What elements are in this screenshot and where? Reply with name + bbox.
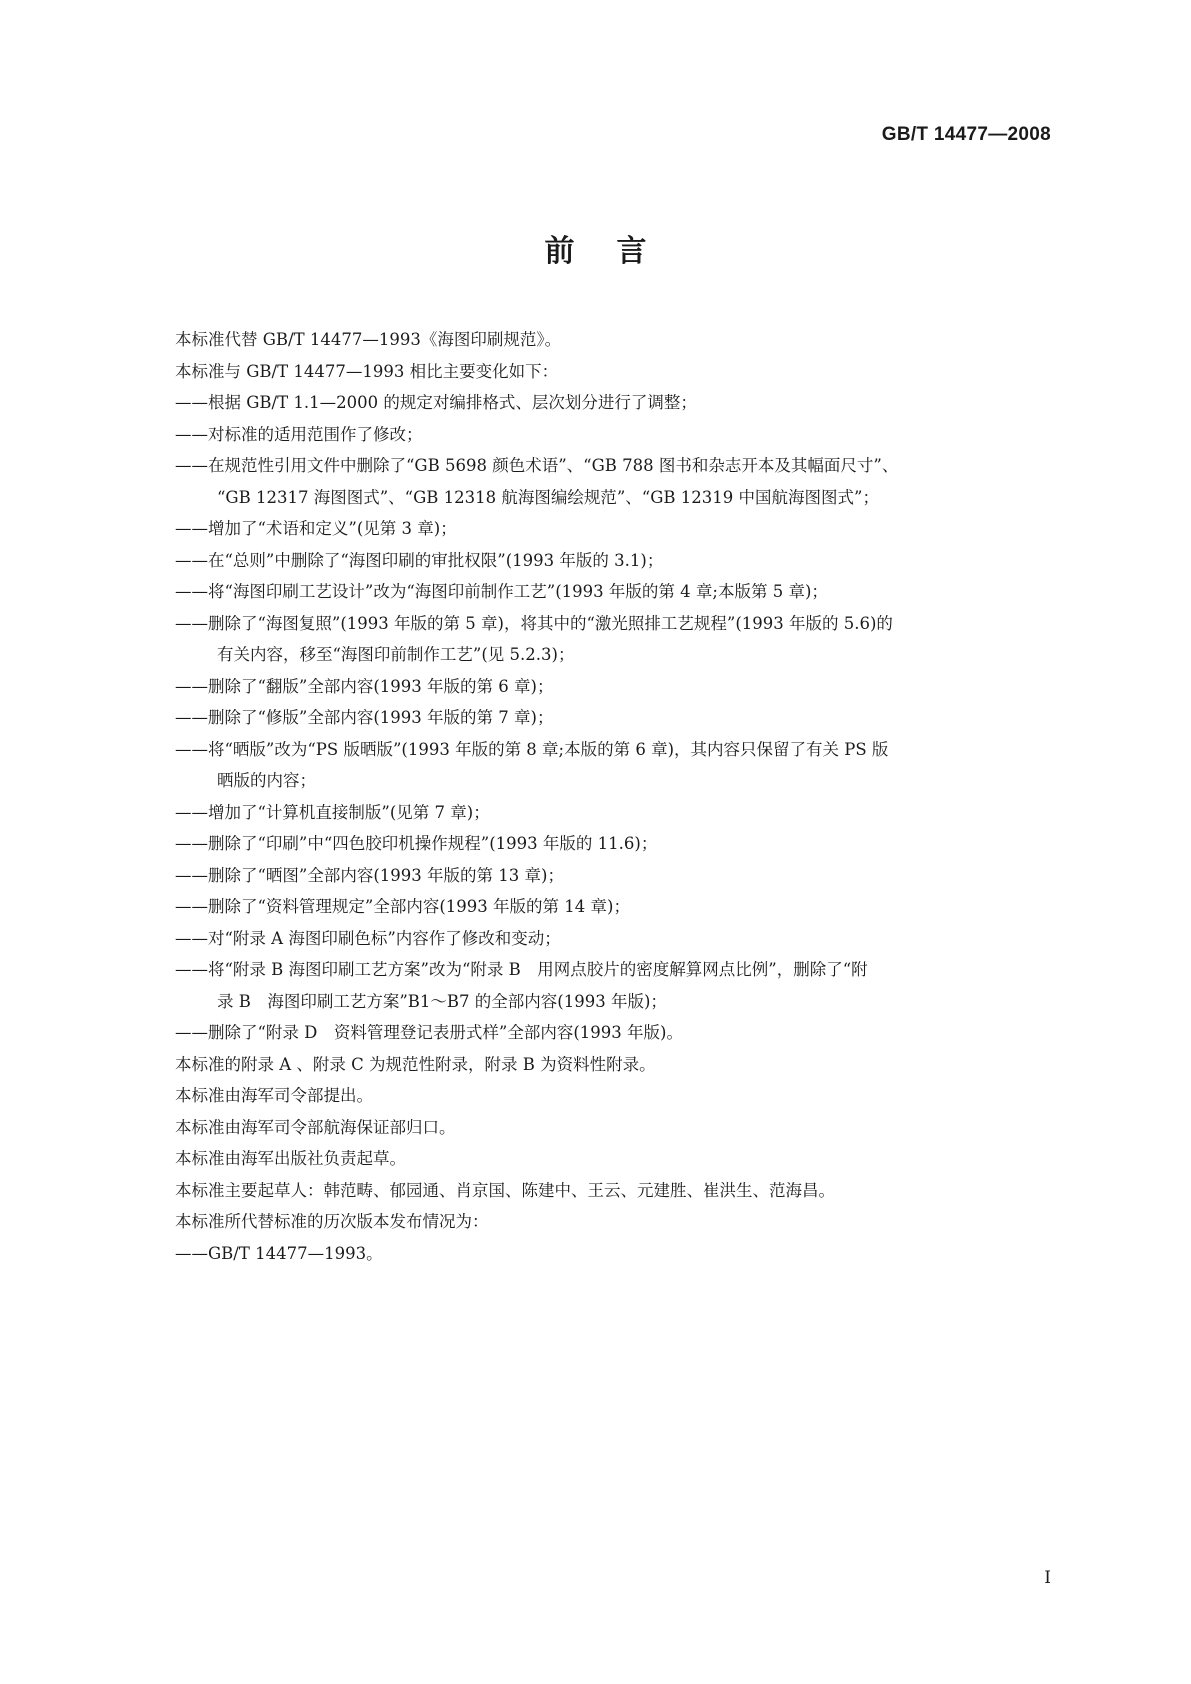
continuation-line: 有关内容，移至“海图印前制作工艺”(见 5.2.3)； (217, 645, 575, 664)
continuation-line: “GB 12317 海图图式”、“GB 12318 航海图编绘规范”、“GB 12319 中国航海图图式”； (217, 487, 879, 507)
text-line: 本标准由海军司令部航海保证部归口。 (175, 1117, 456, 1137)
text-line: ——删除了“印刷”中“四色胶印机操作规程”(1993 年版的 11.6)； (175, 834, 658, 853)
page-title: 前言 (544, 234, 689, 269)
text-line: 本标准代替 GB/T 14477—1993《海图印刷规范》。 (175, 330, 562, 349)
text-line: ——对“附录 A 海图印刷色标”内容作了修改和变动； (175, 928, 561, 948)
text-line: 本标准由海军出版社负责起草。 (175, 1149, 406, 1168)
text-line: ——删除了“翻版”全部内容(1993 年版的第 6 章)； (175, 676, 554, 696)
text-line: ——增加了“术语和定义”(见第 3 章)； (175, 519, 457, 538)
text-line: 本标准所代替标准的历次版本发布情况为： (175, 1212, 489, 1231)
text-line: ——根据 GB/T 1.1—2000 的规定对编排格式、层次划分进行了调整； (175, 393, 697, 412)
text-line: 本标准主要起草人：韩范畴、郁园通、肖京国、陈建中、王云、元建胜、崔洪生、范海昌。 (175, 1180, 835, 1200)
continuation-line: 录 B 海图印刷工艺方案”B1～B7 的全部内容(1993 年版)； (217, 991, 667, 1011)
text-line: ——将“海图印刷工艺设计”改为“海图印前制作工艺”(1993 年版的第 4 章;本版第 5 章)； (175, 582, 828, 601)
text-line: 本标准的附录 A 、附录 C 为规范性附录，附录 B 为资料性附录。 (175, 1054, 656, 1074)
text-line: ——在规范性引用文件中删除了“GB 5698 颜色术语”、“GB 788 图书和杂志开本及其幅面尺寸”、 (175, 456, 899, 475)
text-line: ——增加了“计算机直接制版”(见第 7 章)； (175, 802, 490, 822)
text-line: ——删除了“海图复照”(1993 年版的第 5 章)，将其中的“激光照排工艺规程”(1993 年版的 5.6)的 (175, 613, 893, 633)
text-line: ——将“晒版”改为“PS 版晒版”(1993 年版的第 8 章;本版的第 6 章)，其内容只保留了有关 PS 版 (175, 739, 889, 759)
text-line: ——将“附录 B 海图印刷工艺方案”改为“附录 B 用网点胶片的密度解算网点比例”，删除了“附 (175, 960, 868, 979)
text-line: ——对标准的适用范围作了修改； (175, 424, 423, 444)
text-line: 本标准与 GB/T 14477—1993 相比主要变化如下： (175, 361, 559, 381)
text-line: ——删除了“资料管理规定”全部内容(1993 年版的第 14 章)； (175, 897, 630, 916)
standard-number: GB/T 14477—2008 (881, 124, 1051, 145)
text-line: ——删除了“修版”全部内容(1993 年版的第 7 章)； (175, 708, 554, 727)
text-line: ——删除了“附录 D 资料管理登记表册式样”全部内容(1993 年版)。 (175, 1023, 683, 1042)
text-line: ——在“总则”中删除了“海图印刷的审批权限”(1993 年版的 3.1)； (175, 550, 664, 570)
continuation-line: 晒版的内容； (217, 771, 316, 790)
text-line: 本标准由海军司令部提出。 (175, 1086, 373, 1105)
foreword-body (175, 324, 1055, 1269)
text-line: ——GB/T 14477—1993。 (175, 1243, 383, 1263)
page-number: I (1044, 1568, 1051, 1588)
text-line: ——删除了“晒图”全部内容(1993 年版的第 13 章)； (175, 865, 564, 885)
